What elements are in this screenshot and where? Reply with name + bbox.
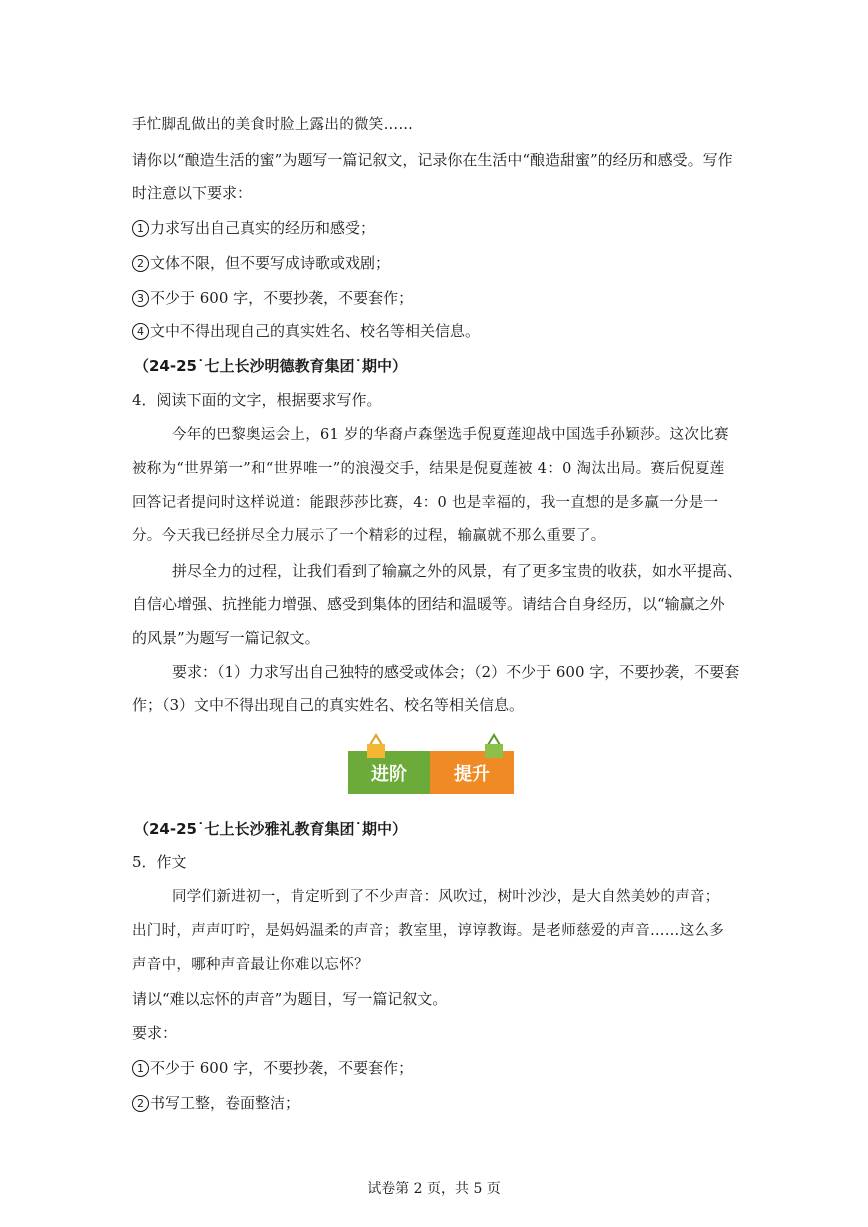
- advanced-banner: [348, 751, 514, 794]
- requirement-item: 1 不少于 600 字，不要抄袭，不要套作；: [132, 1058, 413, 1078]
- requirement-item: 1 力求写出自己真实的经历和感受；: [132, 218, 375, 238]
- text-line: 的风景”为题写一篇记叙文。: [132, 629, 320, 647]
- text-line: 请你以“酿造生活的蜜”为题写一篇记叙文，记录你在生活中“酿造甜蜜”的经历和感受。写作: [132, 151, 733, 169]
- requirement-item: 3 不少于 600 字，不要抄袭，不要套作；: [132, 288, 413, 308]
- question-source: （24-25˙七上长沙雅礼教育集团˙期中）: [134, 820, 407, 838]
- requirement-item: 2 书写工整，卷面整洁；: [132, 1093, 300, 1113]
- circled-number: 2: [132, 255, 149, 272]
- requirement-item: 2 文体不限，但不要写成诗歌或戏剧；: [132, 253, 390, 273]
- text-line: 出门时，声声叮咛，是妈妈温柔的声音；教室里，谆谆教诲。是老师慈爱的声音……这么多: [132, 923, 724, 939]
- text-line: 同学们新进初一，肯定听到了不少声音：风吹过，树叶沙沙，是大自然美妙的声音；: [172, 889, 720, 905]
- text-line: 分。今天我已经拼尽全力展示了一个精彩的过程，输赢就不那么重要了。: [132, 528, 606, 544]
- text-line: 要求：（1）力求写出自己独特的感受或体会；（2）不少于 600 字，不要抄袭，不要套: [172, 663, 740, 681]
- circled-number: 1: [132, 220, 149, 237]
- page-footer: 试卷第 2 页，共 5 页: [367, 1181, 501, 1197]
- question-title: 5．作文: [132, 853, 187, 871]
- text-line: 作；（3）文中不得出现自己的真实姓名、校名等相关信息。: [132, 696, 525, 714]
- text-line: 要求：: [132, 1024, 178, 1042]
- text-line: 回答记者提问时这样说道：能跟莎莎比赛，4：0 也是幸福的，我一直想的是多赢一分是一: [132, 495, 719, 511]
- text-line: 被称为“世界第一”和“世界唯一”的浪漫交手，结果是倪夏莲被 4：0 淘汰出局。赛后倪夏莲: [132, 461, 725, 477]
- circled-number: 1: [132, 1060, 149, 1077]
- text-line: 拼尽全力的过程，让我们看到了输赢之外的风景，有了更多宝贵的收获，如水平提高、: [172, 562, 743, 580]
- text-line: 请以“难以忘怀的声音”为题目，写一篇记叙文。: [132, 990, 448, 1008]
- text-line: 自信心增强、抗挫能力增强、感受到集体的团结和温暖等。请结合自身经历，以“输赢之外: [132, 595, 725, 613]
- question-source: （24-25˙七上长沙明德教育集团˙期中）: [134, 357, 407, 375]
- circled-number: 4: [132, 323, 149, 340]
- binder-clip-icon: [482, 733, 506, 759]
- banner-right-label: 提升: [430, 751, 514, 794]
- question-title: 4．阅读下面的文字，根据要求写作。: [132, 391, 382, 409]
- banner-left-label: 进阶: [348, 751, 430, 794]
- text-line: 今年的巴黎奥运会上，61 岁的华裔卢森堡选手倪夏莲迎战中国选手孙颖莎。这次比赛: [172, 427, 729, 443]
- text-line: 声音中，哪种声音最让你难以忘怀？: [132, 957, 369, 973]
- text-line: 手忙脚乱做出的美食时脸上露出的微笑……: [132, 117, 414, 133]
- requirement-item: 4 文中不得出现自己的真实姓名、校名等相关信息。: [132, 321, 480, 341]
- binder-clip-icon: [364, 733, 388, 759]
- text-line: 时注意以下要求：: [132, 184, 253, 202]
- circled-number: 2: [132, 1095, 149, 1112]
- circled-number: 3: [132, 290, 149, 307]
